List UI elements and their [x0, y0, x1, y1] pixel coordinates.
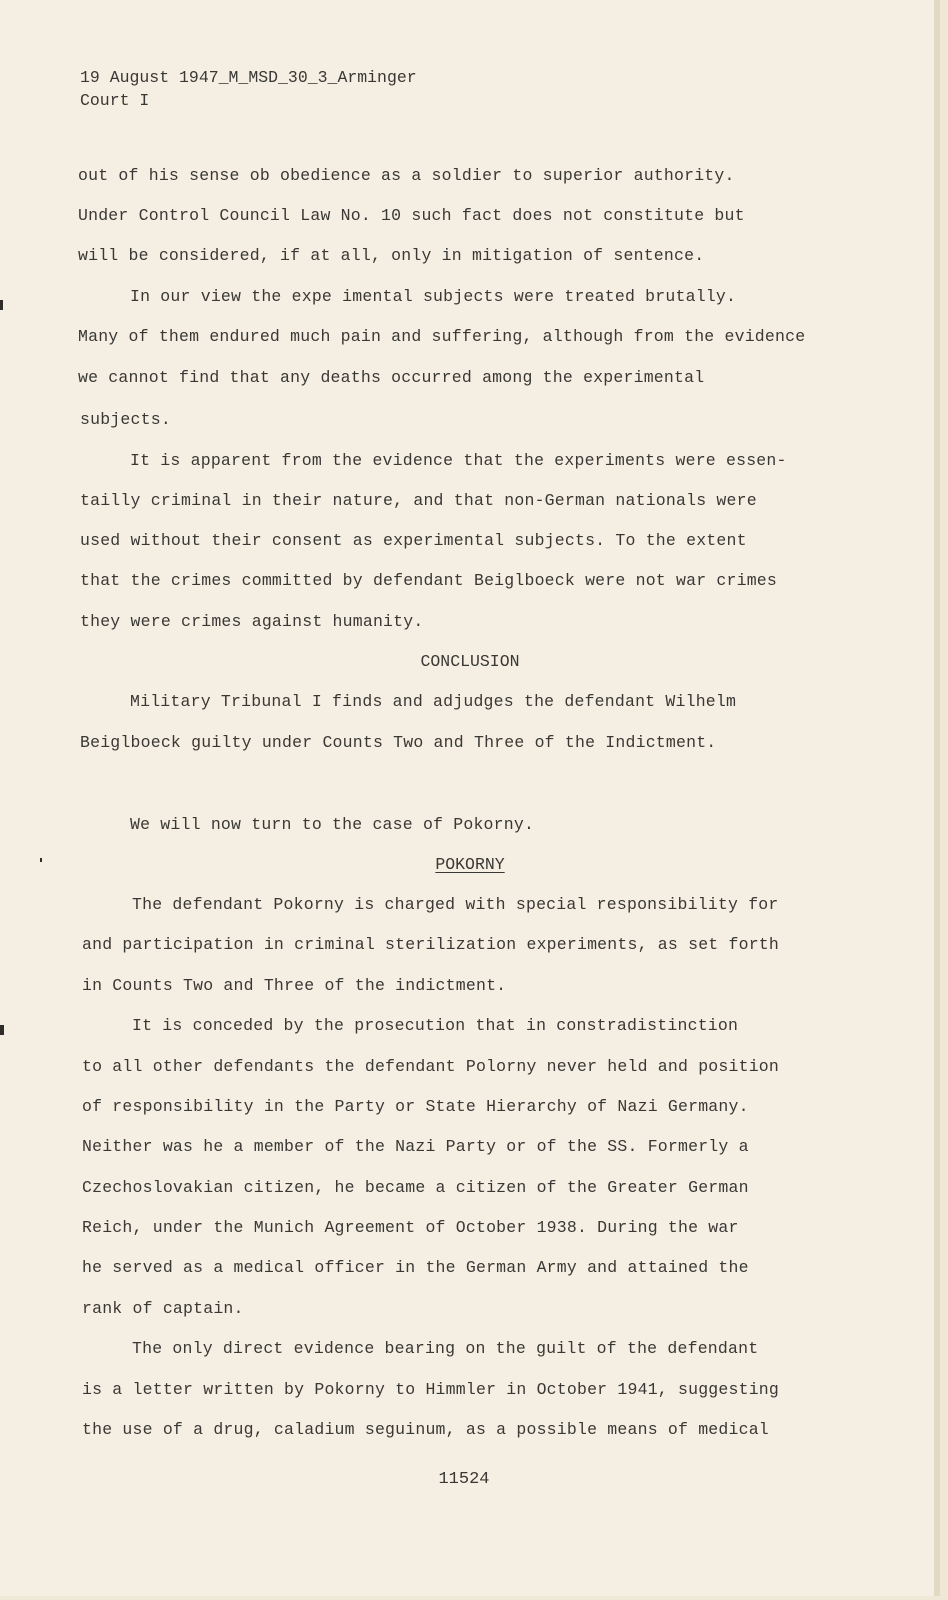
text-line: Neither was he a member of the Nazi Party or of the SS. Formerly a	[82, 1137, 749, 1156]
pokorny-heading: POKORNY	[435, 855, 505, 874]
text-line: of responsibility in the Party or State Hierarchy of Nazi Germany.	[82, 1097, 749, 1116]
header-date-reference: 19 August 1947_M_MSD_30_3_Arminger	[80, 68, 417, 87]
text-line: subjects.	[80, 410, 171, 429]
text-line: that the crimes committed by defendant Beiglboeck were not war crimes	[80, 571, 778, 590]
text-line: the use of a drug, caladium seguinum, as a possible means of medical	[82, 1420, 769, 1439]
text-line: used without their consent as experimental subjects. To the extent	[80, 531, 747, 550]
text-line: We will now turn to the case of Pokorny.	[130, 815, 535, 834]
text-line: we cannot find that any deaths occurred among the experimental	[78, 368, 705, 387]
text-line: In our view the expe imental subjects were treated brutally.	[130, 287, 737, 306]
conclusion-heading: CONCLUSION	[420, 652, 520, 671]
text-line: Military Tribunal I finds and adjudges the defendant Wilhelm	[130, 692, 737, 711]
text-line: Many of them endured much pain and suffering, although from the evidence	[78, 327, 806, 346]
header-court: Court I	[80, 91, 150, 110]
text-line: rank of captain.	[82, 1299, 244, 1318]
text-line: It is conceded by the prosecution that in constradistinction	[132, 1016, 739, 1035]
text-line: It is apparent from the evidence that the experiments were essen-	[130, 451, 787, 470]
text-line: tailly criminal in their nature, and that non-German nationals were	[80, 491, 757, 510]
text-line: Reich, under the Munich Agreement of October 1938. During the war	[82, 1218, 739, 1237]
margin-mark	[0, 1025, 4, 1035]
margin-mark	[40, 858, 42, 862]
text-line: will be considered, if at all, only in mitigation of sentence.	[78, 246, 705, 265]
text-line: is a letter written by Pokorny to Himmler in October 1941, suggesting	[82, 1380, 780, 1399]
text-line: they were crimes against humanity.	[80, 612, 424, 631]
text-line: in Counts Two and Three of the indictment.	[82, 976, 507, 995]
page-number: 11524	[438, 1470, 490, 1489]
text-line: and participation in criminal sterilization experiments, as set forth	[82, 935, 780, 954]
margin-mark	[0, 300, 3, 310]
text-line: out of his sense ob obedience as a soldier to superior authority.	[78, 166, 735, 185]
text-line: The only direct evidence bearing on the guilt of the defendant	[132, 1339, 759, 1358]
document-header	[80, 66, 417, 112]
text-line: he served as a medical officer in the German Army and attained the	[82, 1258, 749, 1277]
text-line: The defendant Pokorny is charged with special responsibility for	[132, 895, 779, 914]
text-line: Under Control Council Law No. 10 such fact does not constitute but	[78, 206, 745, 225]
text-line: Beiglboeck guilty under Counts Two and Three of the Indictment.	[80, 733, 717, 752]
text-line: to all other defendants the defendant Polorny never held and position	[82, 1057, 780, 1076]
text-line: Czechoslovakian citizen, he became a citizen of the Greater German	[82, 1178, 749, 1197]
